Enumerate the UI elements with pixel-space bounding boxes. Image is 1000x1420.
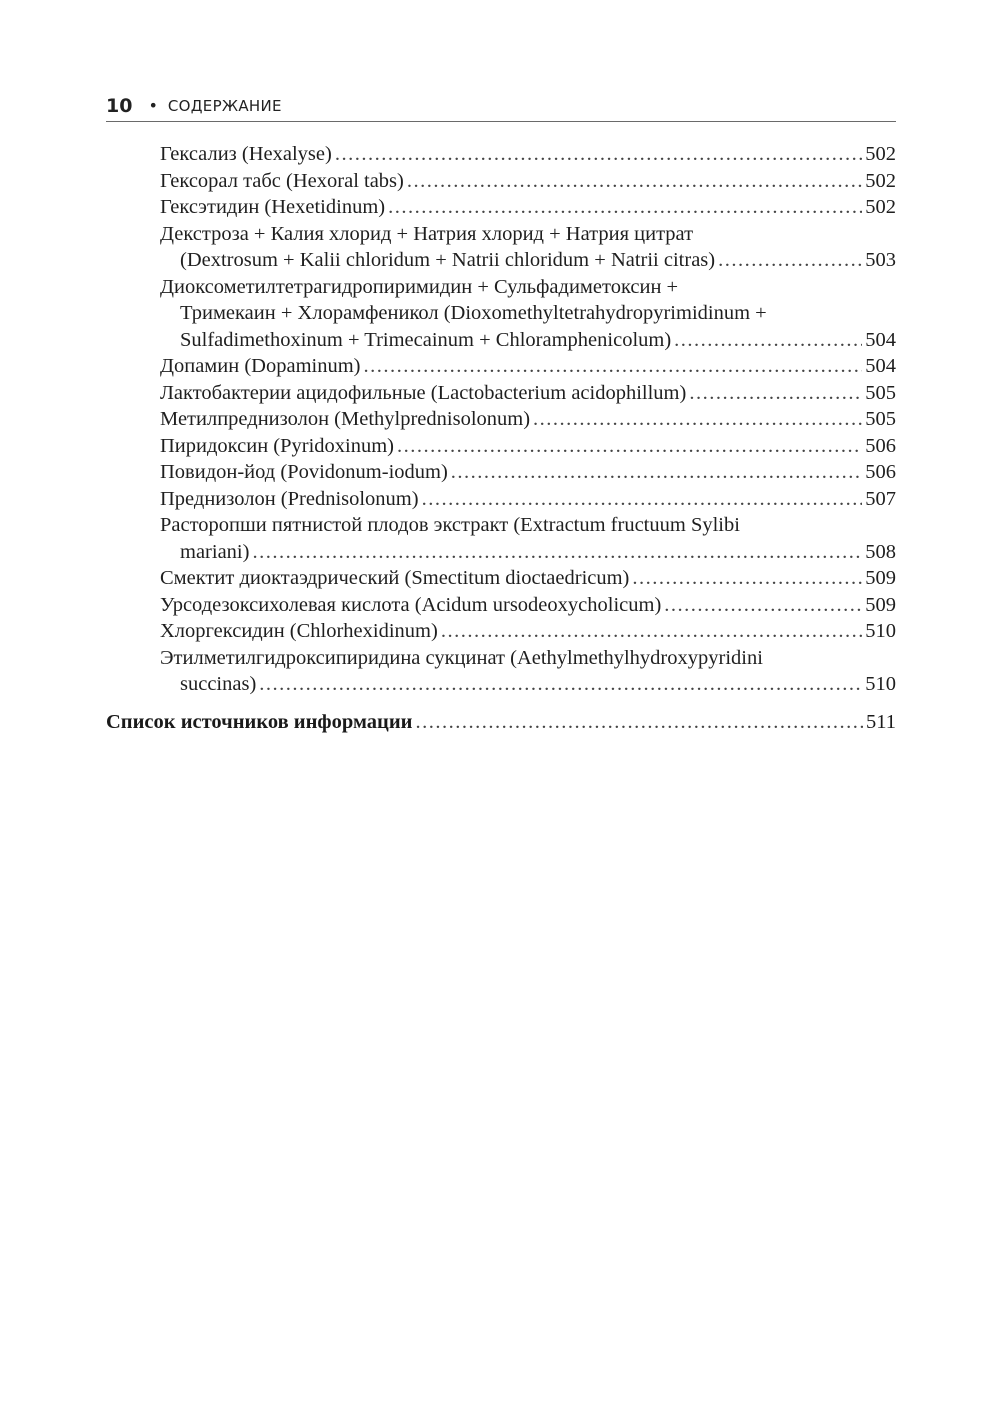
- toc-entry-page: 509: [865, 567, 896, 589]
- toc-entry-page: 505: [865, 408, 896, 430]
- leader-dots: [252, 539, 862, 566]
- leader-dots: [388, 194, 862, 221]
- leader-dots: [422, 486, 863, 513]
- toc-entry-title: Преднизолон (Prednisolonum): [160, 487, 419, 510]
- toc-entry[interactable]: [160, 406, 896, 433]
- toc-entry-page: 507: [865, 487, 896, 510]
- toc-entry-page: 510: [865, 673, 896, 695]
- toc-entry-title: mariani): [180, 540, 250, 563]
- toc-entry-page: 508: [865, 540, 896, 563]
- leader-dots: [451, 459, 862, 486]
- toc-entry-line: Этилметилгидроксипиридина сукцинат (Aethylmethylhydroxypyridini: [160, 646, 763, 669]
- toc-entry[interactable]: [160, 221, 896, 274]
- toc-entry-page: 502: [865, 169, 896, 192]
- toc-entry-page: 502: [865, 143, 896, 165]
- leader-dots: [397, 433, 862, 460]
- toc-entry-line: Диоксометилтетрагидропиримидин + Сульфадиметоксин +: [160, 275, 679, 298]
- leader-dots: [407, 168, 862, 195]
- page-number: 10: [106, 95, 133, 117]
- toc-entry-page: 511: [866, 711, 896, 733]
- toc-entry-page: 505: [865, 381, 896, 404]
- leader-dots: [664, 592, 862, 619]
- toc-entry-title: (Dextrosum + Kalii chloridum + Natrii chloridum + Natrii citras): [180, 249, 716, 271]
- toc-entry-title: succinas): [180, 673, 257, 695]
- leader-dots: [689, 380, 862, 407]
- toc-entry-title: Повидон-йод (Povidonum-iodum): [160, 461, 448, 483]
- toc-entry-title: Метилпреднизолон (Methylprednisolonum): [160, 408, 531, 430]
- toc-entry-page: 509: [865, 593, 896, 616]
- leader-dots: [335, 141, 862, 168]
- toc-entry-title: Гексализ (Hexalyse): [160, 143, 332, 165]
- toc-entry-page: 510: [865, 620, 896, 642]
- toc-entry-title: Пиридоксин (Pyridoxinum): [160, 434, 395, 457]
- leader-dots: [533, 406, 862, 433]
- toc-entry-page: 502: [865, 196, 896, 218]
- toc-entry-page: 504: [865, 328, 896, 351]
- toc-entry[interactable]: [160, 433, 896, 460]
- leader-dots: [364, 353, 863, 380]
- toc-entry-title: Гексорал табс (Hexoral tabs): [160, 169, 404, 192]
- toc-entry-title: Список источников информации: [106, 711, 413, 733]
- leader-dots: [718, 247, 862, 274]
- toc-entry-title: Лактобактерии ацидофильные (Lactobacterium acidophillum): [160, 381, 687, 404]
- toc-entry-line: Тримекаин + Хлорамфеникол (Dioxomethyltetrahydropyrimidinum +: [180, 302, 767, 324]
- toc-entry[interactable]: [160, 618, 896, 645]
- section-title: СОДЕРЖАНИЕ: [167, 97, 282, 115]
- toc-entry-line: Декстроза + Калия хлорид + Натрия хлорид + Натрия цитрат: [160, 222, 694, 245]
- leader-dots: [674, 327, 862, 354]
- toc-entry-page: 504: [865, 355, 896, 377]
- toc-entry[interactable]: [160, 168, 896, 195]
- toc-entry-page: 506: [865, 434, 896, 457]
- leader-dots: [259, 671, 862, 698]
- toc-entry-title: Допамин (Dopaminum): [160, 355, 361, 377]
- toc-entry-title: Урсодезоксихолевая кислота (Acidum ursodeoxycholicum): [160, 593, 662, 616]
- toc-entry-sources[interactable]: [106, 709, 896, 736]
- toc-entry-title: Хлоргексидин (Chlorhexidinum): [160, 620, 438, 642]
- toc-entry-title: Sulfadimethoxinum + Trimecainum + Chloramphenicolum): [180, 328, 672, 351]
- toc-entry[interactable]: [160, 486, 896, 513]
- toc-entry[interactable]: [160, 353, 896, 380]
- toc-entry-line: Расторопши пятнистой плодов экстракт (Extractum fructuum Sylibi: [160, 514, 740, 536]
- toc-entry[interactable]: [160, 592, 896, 619]
- toc-entry[interactable]: [160, 194, 896, 221]
- toc-entry[interactable]: [160, 274, 896, 354]
- toc-entry[interactable]: [160, 459, 896, 486]
- toc-entry[interactable]: [160, 380, 896, 407]
- running-header: [106, 92, 896, 122]
- leader-dots: [632, 565, 862, 592]
- toc-entry[interactable]: [160, 512, 896, 565]
- toc-entry-page: 503: [865, 249, 896, 271]
- table-of-contents: [160, 141, 896, 698]
- toc-entry-title: Гексэтидин (Hexetidinum): [160, 196, 386, 218]
- toc-entry-page: 506: [865, 461, 896, 483]
- toc-entry[interactable]: [160, 141, 896, 168]
- leader-dots: [415, 709, 863, 736]
- bullet-icon: •: [148, 96, 158, 115]
- leader-dots: [441, 618, 862, 645]
- toc-entry[interactable]: [160, 645, 896, 698]
- toc-entry-title: Смектит диоктаэдрический (Smectitum dioctaedricum): [160, 567, 630, 589]
- toc-entry[interactable]: [160, 565, 896, 592]
